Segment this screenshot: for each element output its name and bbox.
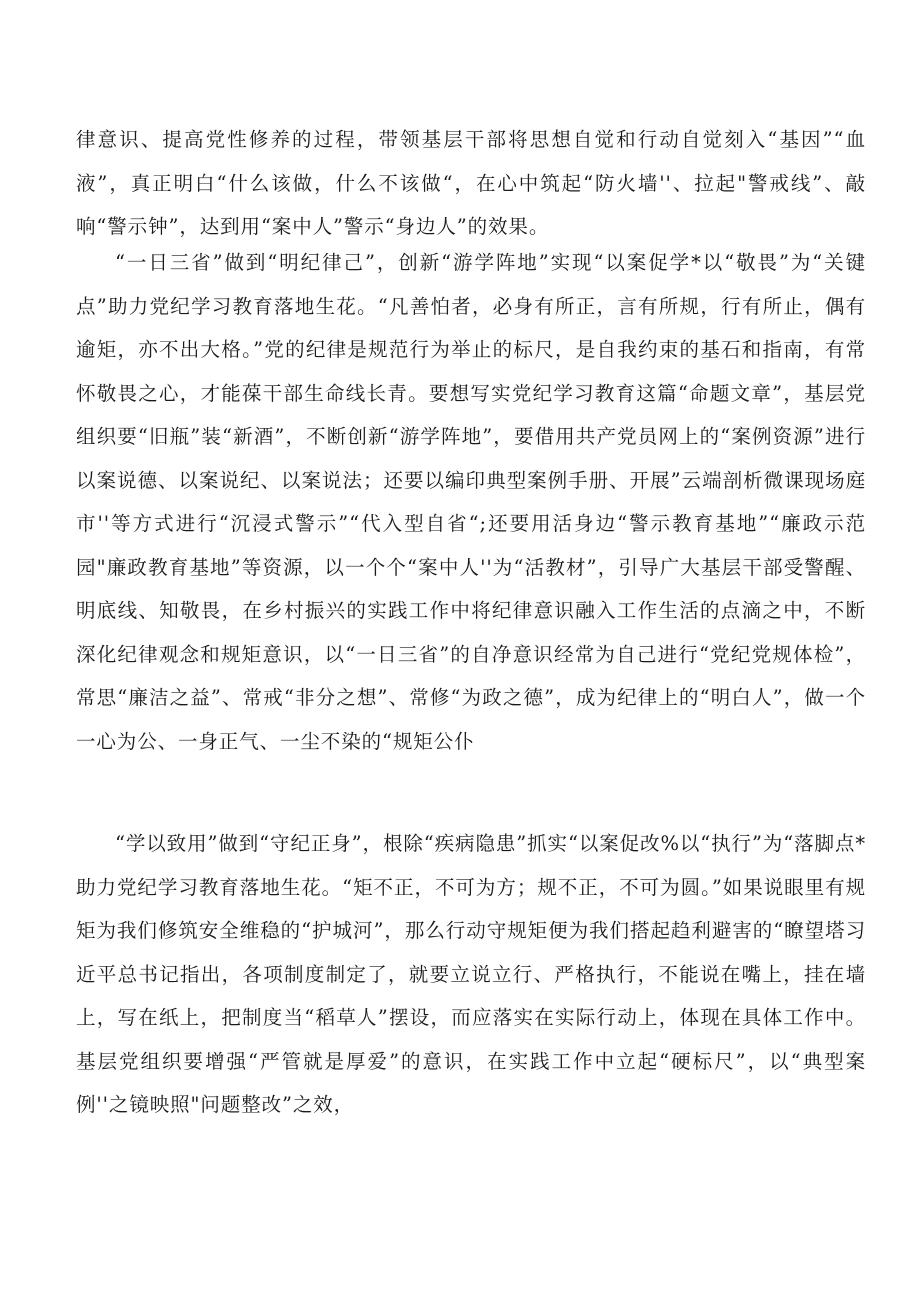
paragraph-1: 律意识、提高党性修养的过程，带领基层干部将思想自觉和行动自觉刻入“基因”“血液”，真正明白“什么该做，什么不该做“，在心中筑起“防火墙''、拉起"警戒线”、敲响“警示钟”，达到用“案中人”警示“身边人”的效果。 <box>76 128 866 238</box>
paragraph-3: “学以致用”做到“守纪正身”，根除“疾病隐患”抓实“以案促改%以“执行”为“落脚点*助力党纪学习教育落地生花。“矩不正，不可为方；规不正，不可为圆。”如果说眼里有规矩为我们修筑安全维稳的“护城河”，那么行动守规矩便为我们搭起趋利避害的“瞭望塔习近平总书记指出，各项制度制定了，就要立说立行、严格执行，不能说在嘴上，挂在墙上，写在纸上，把制度当“稻草人”摆设，而应落实在实际行动上，体现在具体工作中。基层党组织要增强“严管就是厚爱”的意识，在实践工作中立起“硬标尺”，以“典型案例''之镜映照"问题整改”之效， <box>76 832 866 1116</box>
paragraph-2: “一日三省”做到“明纪律己”，创新“游学阵地”实现“以案促学*以“敬畏”为“关键点”助力党纪学习教育落地生花。“凡善怕者，必身有所正，言有所规，行有所止，偶有逾矩，亦不出大格。”党的纪律是规范行为举止的标尺，是自我约束的基石和指南，有常怀敬畏之心，才能葆干部生命线长青。要想写实党纪学习教育这篇“命题文章”，基层党组织要“旧瓶”装“新酒”，不断创新“游学阵地”，要借用共产党员网上的“案例资源”进行以案说德、以案说纪、以案说法；还要以编印典型案例手册、开展”云端剖析微课现场庭市''等方式进行“沉浸式警示”“代入型自省“;还要用活身边“警示教育基地”“廉政示范园"廉政教育基地”等资源，以一个个“案中人''为“活教材”，引导广大基层干部受警醒、明底线、知敬畏，在乡村振兴的实践工作中将纪律意识融入工作生活的点滴之中，不断深化纪律观念和规矩意识，以“一日三省”的自净意识经常为自己进行“党纪党规体检”，常思“廉洁之益”、常戒“非分之想”、常修“为政之德”，成为纪律上的“明白人”，做一个一心为公、一身正气、一尘不染的“规矩公仆 <box>76 251 866 753</box>
